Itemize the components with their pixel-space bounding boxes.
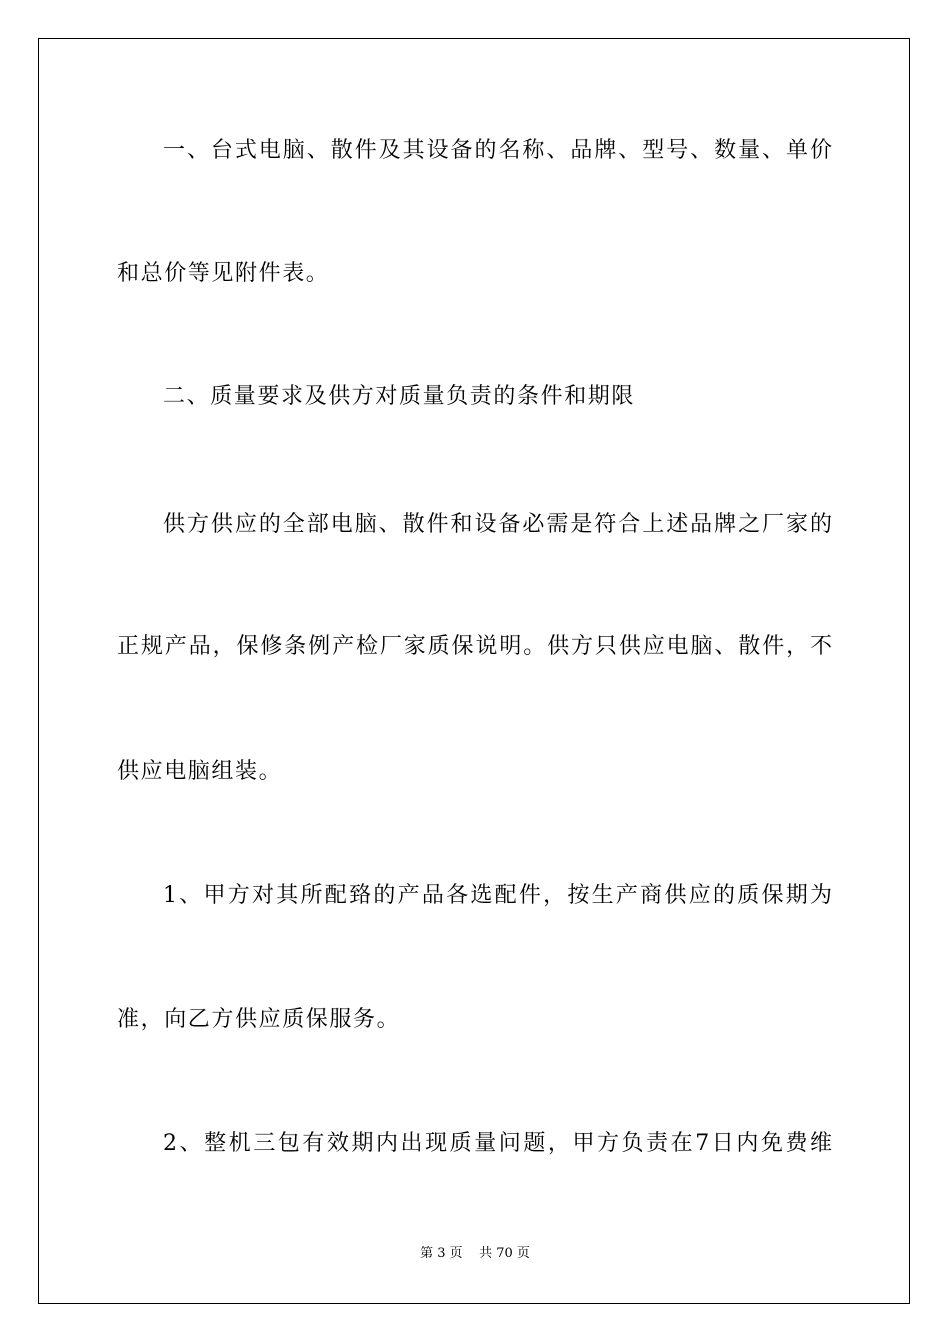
item-1-line-2: 准，向乙方供应质保服务。 <box>117 1007 401 1032</box>
section-1-heading-line-1: 一、台式电脑、散件及其设备的名称、品牌、型号、数量、单价 <box>163 138 832 163</box>
section-2-heading: 二、质量要求及供方对质量负责的条件和期限 <box>163 384 636 409</box>
page-number-footer: 第 3 页 共 70 页 <box>420 1246 530 1261</box>
item-2-line-1: 2、整机三包有效期内出现质量问题，甲方负责在7日内免费维 <box>163 1131 832 1156</box>
page-border <box>38 38 910 1304</box>
paragraph-line-3: 供应电脑组装。 <box>117 759 283 784</box>
paragraph-line-2: 正规产品，保修条例产检厂家质保说明。供方只供应电脑、散件，不 <box>117 634 832 659</box>
paragraph-line-1: 供方供应的全部电脑、散件和设备必需是符合上述品牌之厂家的 <box>163 512 832 537</box>
item-1-line-1: 1、甲方对其所配臵的产品各选配件，按生产商供应的质保期为 <box>163 883 832 908</box>
section-1-heading-line-2: 和总价等见附件表。 <box>117 261 330 286</box>
